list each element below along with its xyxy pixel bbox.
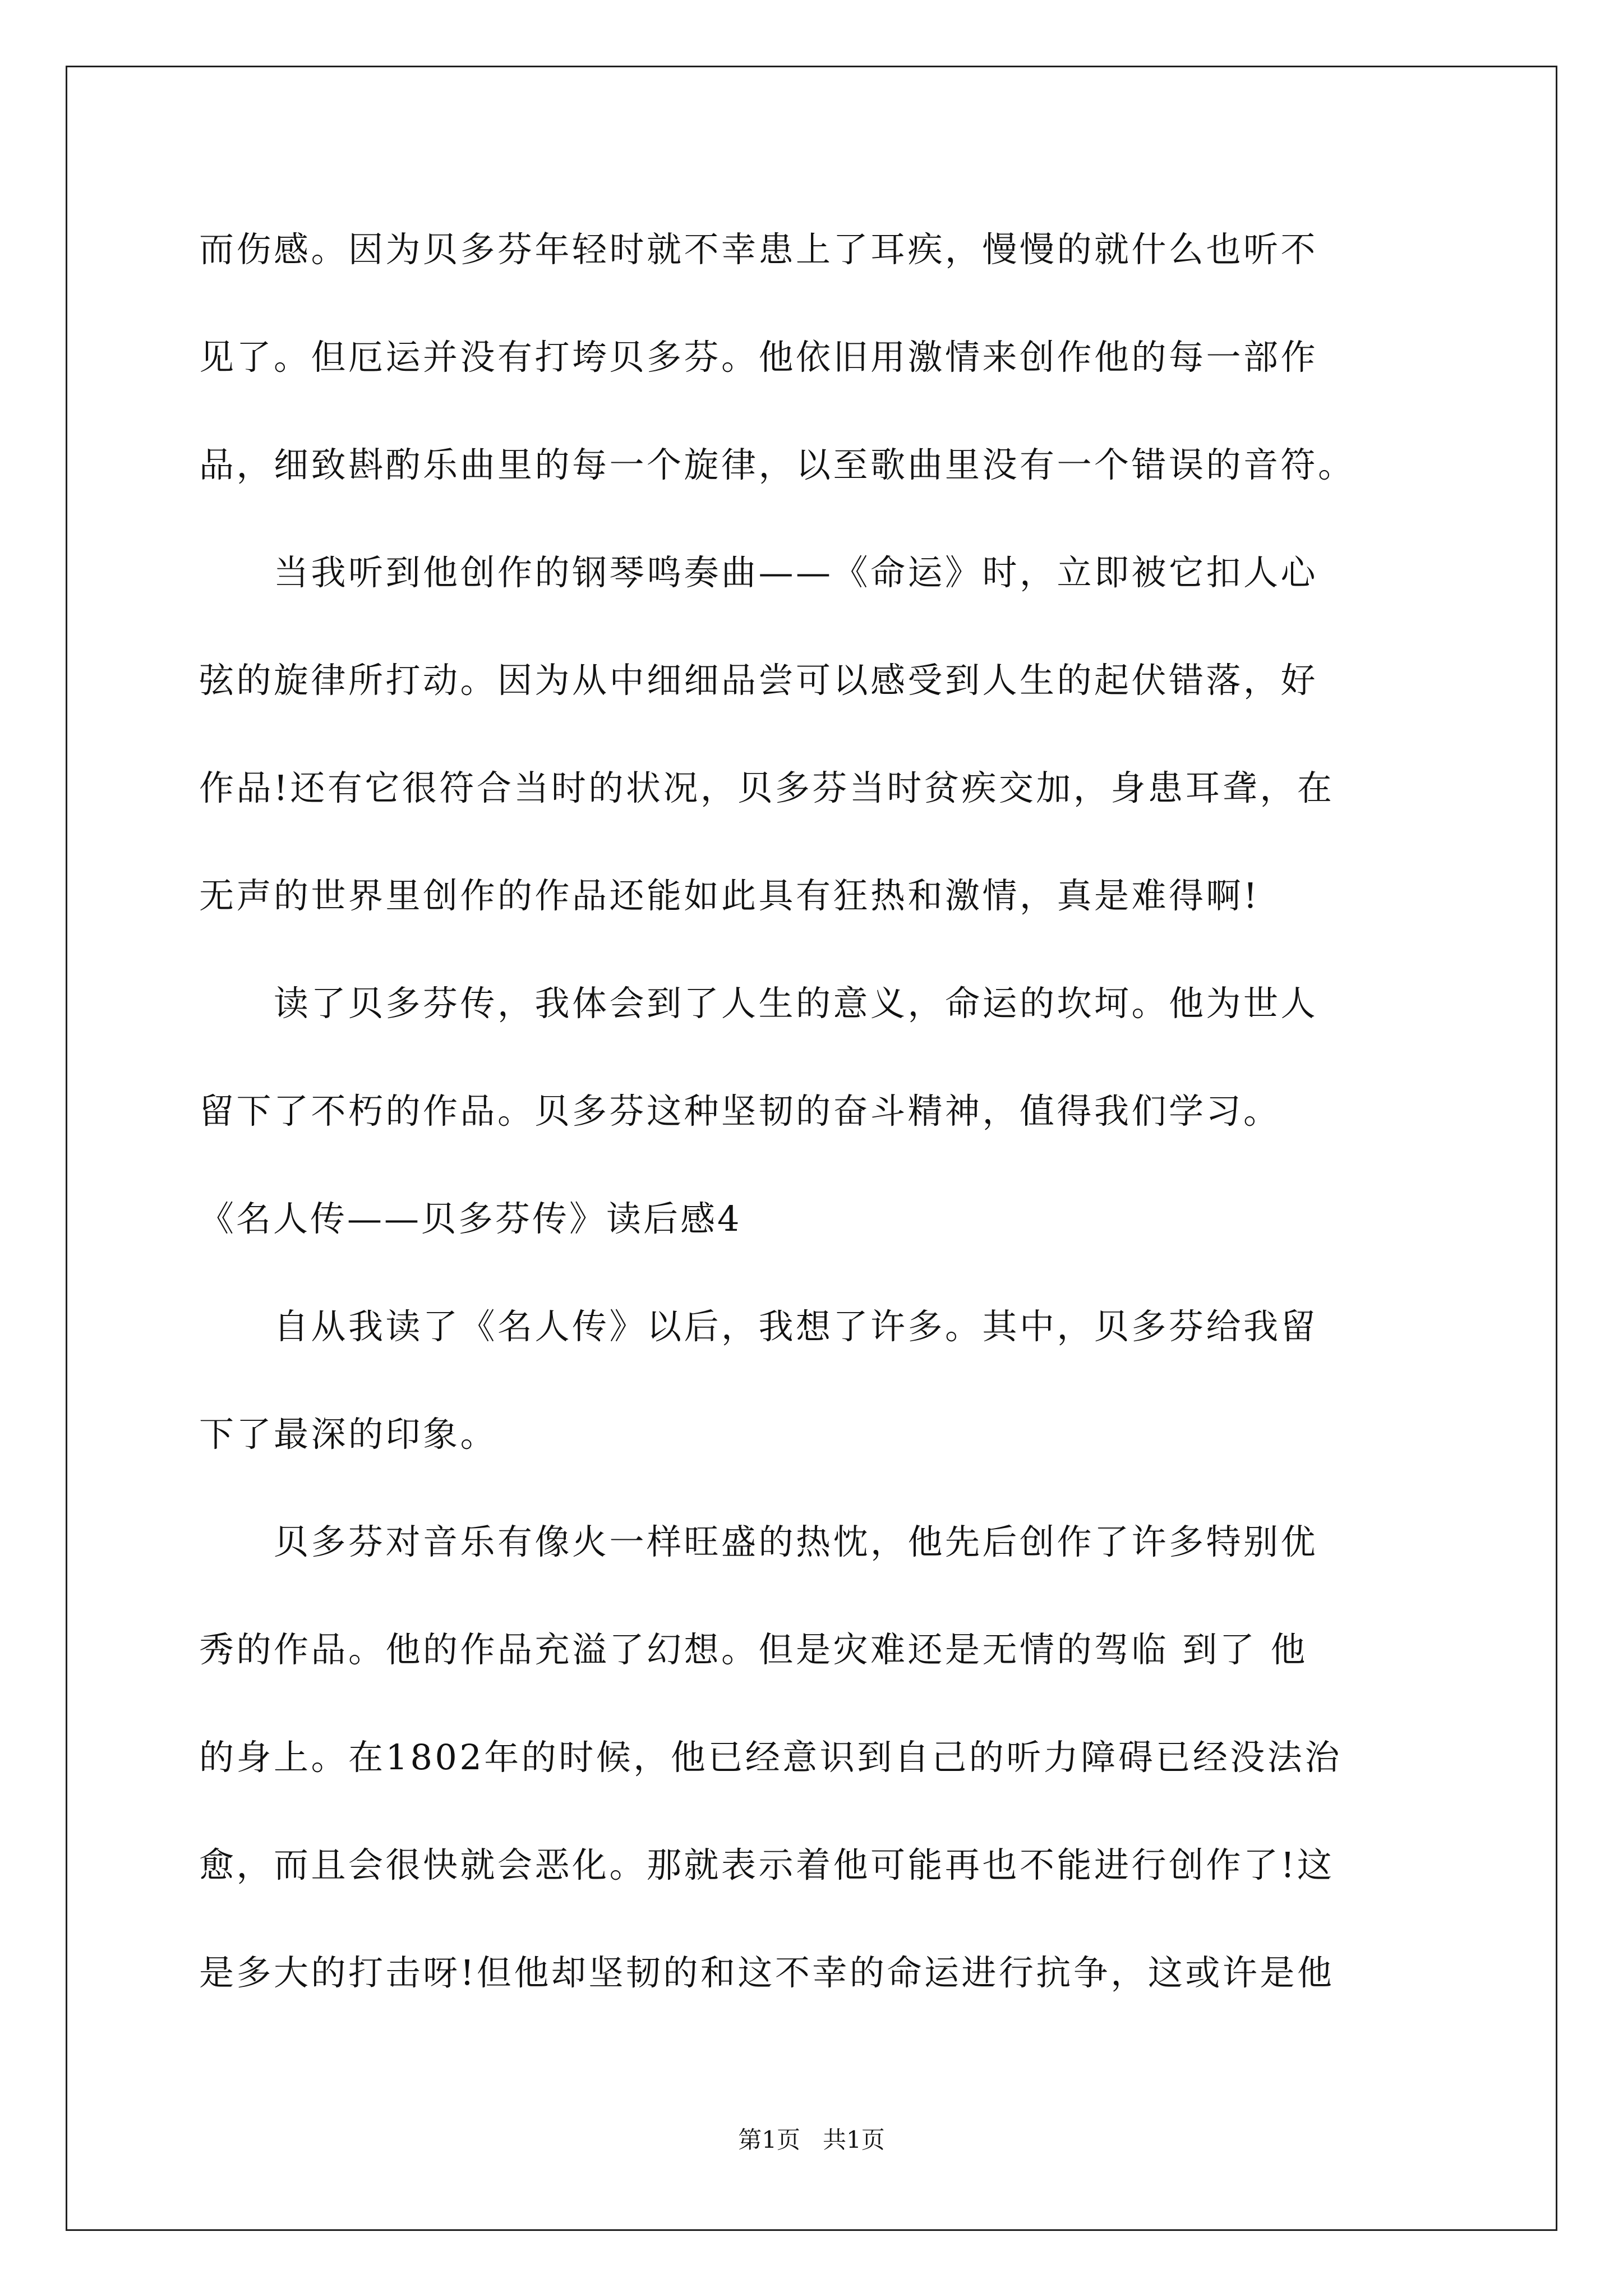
text-line: 弦的旋律所打动。因为从中细细品尝可以感受到人生的起伏错落，好 (199, 660, 1318, 701)
text-line: 留下了不朽的作品。贝多芬这种坚韧的奋斗精神，值得我们学习。 (199, 1091, 1281, 1131)
text-line: 而伤感。因为贝多芬年轻时就不幸患上了耳疾，慢慢的就什么也听不 (199, 229, 1318, 270)
text-line: 读了贝多芬传，我体会到了人生的意义，命运的坎坷。他为世人 (199, 983, 1318, 1024)
text-line: 见了。但厄运并没有打垮贝多芬。他依旧用激情来创作他的每一部作 (199, 337, 1318, 378)
text-line: 下了最深的印象。 (199, 1414, 498, 1455)
text-line: 的身上。在1802年的时候，他已经意识到自己的听力障碍已经没法治 (199, 1737, 1342, 1778)
text-line: 作品!还有它很符合当时的状况，贝多芬当时贫疾交加，身患耳聋，在 (199, 767, 1335, 808)
page-footer: 第1页 共1页 (738, 2126, 885, 2154)
text-line: 是多大的打击呀!但他却坚韧的和这不幸的命运进行抗争，这或许是他 (199, 1952, 1335, 1993)
text-line: 秀的作品。他的作品充溢了幻想。但是灾难还是无情的驾临 到了 他 (199, 1629, 1308, 1670)
text-line: 品，细致斟酌乐曲里的每一个旋律，以至歌曲里没有一个错误的音符。 (199, 444, 1355, 485)
text-line: 贝多芬对音乐有像火一样旺盛的热忱，他先后创作了许多特别优 (199, 1521, 1318, 1562)
section-heading: 《名人传——贝多芬传》读后感4 (199, 1198, 742, 1239)
text-line: 当我听到他创作的钢琴鸣奏曲——《命运》时，立即被它扣人心 (199, 552, 1318, 593)
text-line: 自从我读了《名人传》以后，我想了许多。其中，贝多芬给我留 (199, 1306, 1318, 1347)
text-line: 无声的世界里创作的作品还能如此具有狂热和激情，真是难得啊! (199, 875, 1260, 916)
text-line: 愈，而且会很快就会恶化。那就表示着他可能再也不能进行创作了!这 (199, 1844, 1335, 1885)
page-border (66, 66, 1557, 2231)
